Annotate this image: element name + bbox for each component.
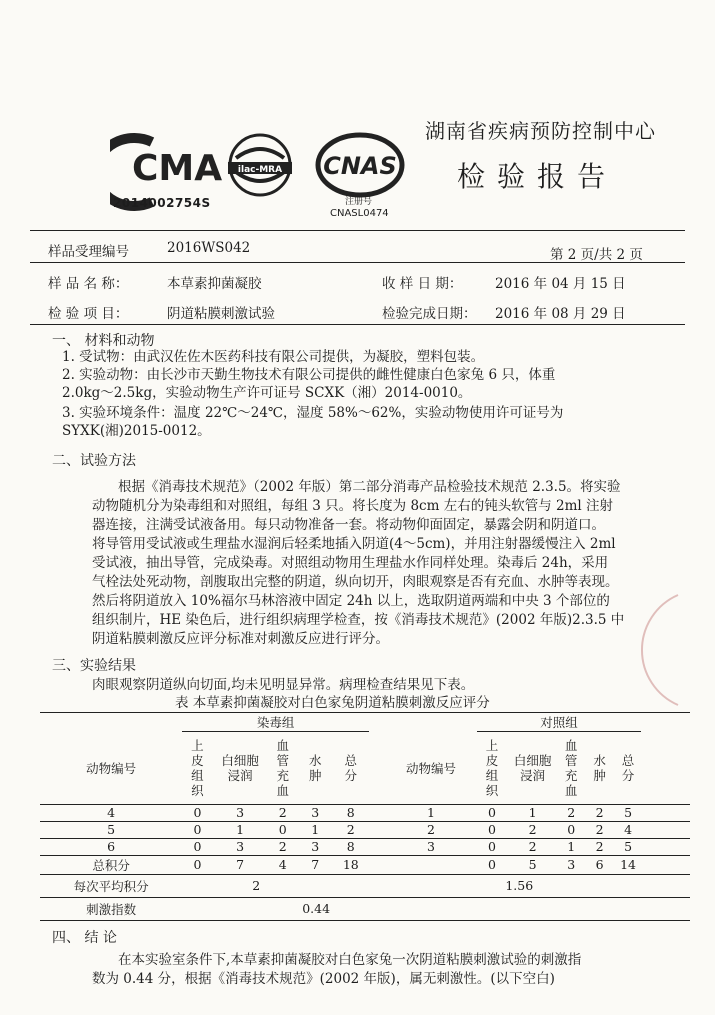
col-wbc: 白细胞浸润 [513,752,552,783]
score-cell: 3 [236,805,245,820]
sample-name: 本草素抑菌凝胶 [167,276,262,292]
score-cell: 7 [236,857,245,872]
score-cell: 1 [311,822,320,837]
animal-id: 2 [427,822,435,837]
score-cell: 0 [193,857,202,872]
score-cell: 0 [278,822,287,837]
score-cell: 1 [528,805,537,820]
animal-id: 3 [427,839,435,854]
section1-item: 3. 实验环境条件：温度 22℃～24℃，湿度 58%～62%，实验动物使用许可证号为 [62,405,564,421]
org-name: 湖南省疾病预防控制中心 [425,119,656,143]
sample-no-label: 样品受理编号 [48,244,129,260]
score-cell: 2 [278,839,287,854]
report-title: 检验报告 [457,160,618,193]
score-cell: 14 [620,857,636,872]
score-cell: 0 [567,822,576,837]
animal-id: 4 [107,805,116,820]
method-line: 然后将阴道放入 10%福尔马林溶液中固定 24h 以上，选取阴道两端和中央 3 个部位的 [92,593,610,609]
cma-text: CMA [132,148,223,189]
score-cell: 4 [624,822,633,837]
ilac-logo [228,135,292,195]
method-line: 阴道粘膜刺激反应评分标准对刺激反应进行评分。 [92,631,389,647]
score-cell: 2 [346,822,355,837]
method-line: 动物随机分为染毒组和对照组，每组 3 只。将长度为 8cm 左右的钝头软管与 2ml 注射 [92,498,613,514]
header-rule [30,230,685,231]
method-line: 将导管用受试液或生理盐水湿润后轻柔地插入阴道(4～5cm)，并用注射器缓慢注入 2ml [92,536,616,552]
score-cell: 0 [487,805,496,820]
score-cell: 2 [278,805,287,820]
section1-item: 2.0kg～2.5kg，实验动物生产许可证号 SCXK（湘）2014-0010。 [62,385,472,401]
score-cell: 2 [528,839,537,854]
score-cell: 3 [311,839,320,854]
total-row [40,855,690,874]
score-cell: 2 [595,839,604,854]
col-edema: 水肿 [593,752,606,783]
method-line: 器连接，注满受试液备用。每只动物准备一套。将动物仰面固定，暴露会阴和阴道口。 [92,517,605,533]
group-header-row [40,713,690,732]
col-wbc: 白细胞浸润 [221,752,259,783]
animal-id: 5 [107,822,116,837]
score-cell: 0 [193,839,202,854]
group-exposed: 染毒组 [182,713,369,732]
cma-code: 2014002754S [113,196,211,210]
col-animal: 动物编号 [86,760,137,776]
method-line: 受试液，抽出导管，完成染毒。对照组动物用生理盐水作同样处理。染毒后 24h，采用 [92,555,609,571]
cnas-label: 注册号 [345,197,373,207]
col-total: 总分 [621,752,635,783]
col-cong: 血管充血 [564,737,578,798]
completed-label: 检验完成日期： [382,306,477,322]
conclusion-line: 在本实验室条件下,本草素抑菌凝胶对白色家兔一次阴道粘膜刺激试验的刺激指 [118,952,582,968]
score-cell: 6 [595,857,604,872]
group-control: 对照组 [477,713,642,732]
results-table [40,712,690,921]
avg-exposed: 2 [252,878,261,893]
score-cell: 2 [595,822,604,837]
results-intro: 肉眼观察阴道纵向切面,均未见明显异常。病理检查结果见下表。 [92,677,475,693]
avg-control: 1.56 [505,878,534,893]
col-epi: 上皮组织 [485,737,499,798]
sample-no: 2016WS042 [167,240,251,256]
section1-item: 1. 受试物：由武汉佐佐木医药科技有限公司提供，为凝胶，塑料包装。 [62,349,485,365]
score-cell: 0 [193,822,202,837]
avg-label: 每次平均积分 [73,878,149,894]
column-header-row [40,732,690,805]
test-item-label: 检 验 项 目： [48,306,129,322]
score-cell: 0 [487,857,496,872]
meta-rule-2 [30,324,685,325]
received-label: 收 样 日 期： [382,276,463,292]
received-date: 2016 年 04 月 15 日 [495,276,626,292]
table-row [40,821,690,838]
score-cell: 2 [528,822,537,837]
score-cell: 0 [193,805,202,820]
avg-row [40,874,690,897]
seal-stamp [640,590,680,710]
section3-title: 三、实验结果 [52,658,136,674]
score-cell: 3 [311,805,320,820]
score-cell: 3 [236,839,245,854]
animal-id: 6 [107,839,116,854]
score-cell: 18 [342,857,359,872]
col-edema: 水肿 [308,752,322,783]
col-animal: 动物编号 [406,760,457,776]
score-cell: 5 [624,805,633,820]
score-cell: 2 [595,805,604,820]
score-cell: 5 [624,839,633,854]
table-title: 表 本草素抑菌凝胶对白色家兔阴道粘膜刺激反应评分 [175,695,490,711]
section1-title: 一、 材料和动物 [52,333,155,349]
score-cell: 3 [567,857,576,872]
section1-item: 2. 实验动物：由长沙市天勤生物技术有限公司提供的雌性健康白色家兔 6 只，体重 [62,367,556,383]
ilac-text: ilac-MRA [237,165,283,175]
table-row [40,838,690,855]
results-table-grid [40,712,690,921]
page-info: 第 2 页/共 2 页 [550,247,643,263]
score-cell: 1 [236,822,245,837]
total-label: 总积分 [92,857,130,873]
score-cell: 0 [487,822,496,837]
score-cell: 7 [311,857,320,872]
section2-title: 二、试验方法 [52,453,136,469]
score-cell: 5 [528,857,537,872]
section1-item: SYXK(湘)2015-0012。 [62,423,211,439]
col-epi: 上皮组织 [191,737,204,798]
meta-rule-1 [30,262,685,263]
completed-date: 2016 年 08 月 29 日 [495,306,626,322]
animal-id: 1 [427,805,435,820]
conclusion-line: 数为 0.44 分，根据《消毒技术规范》(2002 年版)，属无刺激性。(以下空白) [92,971,555,987]
score-cell: 2 [567,805,576,820]
score-cell: 8 [346,805,355,820]
method-line: 根据《消毒技术规范》（2002 年版）第二部分消毒产品检验技术规范 2.3.5。将实验 [118,479,621,495]
index-value: 0.44 [302,901,331,916]
cnas-logo [318,135,402,195]
index-label: 刺激指数 [86,901,137,917]
method-line: 气栓法处死动物，剖腹取出完整的阴道，纵向切开，肉眼观察是否有充血、水肿等表现。 [92,574,619,590]
test-item: 阴道粘膜刺激试验 [167,306,275,322]
score-cell: 4 [278,857,287,872]
section4-title: 四、 结 论 [52,930,117,946]
cnas-text: CNAS [323,152,397,180]
score-cell: 1 [567,839,576,854]
index-row [40,897,690,920]
col-total: 总分 [344,752,358,783]
cnas-number: CNASL0474 [330,208,389,219]
score-cell: 8 [346,839,355,854]
table-row [40,804,690,821]
sample-name-label: 样 品 名 称： [48,276,129,292]
score-cell: 0 [487,839,496,854]
col-cong: 血管充血 [276,737,289,798]
method-line: 组织制片，HE 染色后，进行组织病理学检查，按《消毒技术规范》(2002 年版)2.3.5 中 [92,612,625,628]
